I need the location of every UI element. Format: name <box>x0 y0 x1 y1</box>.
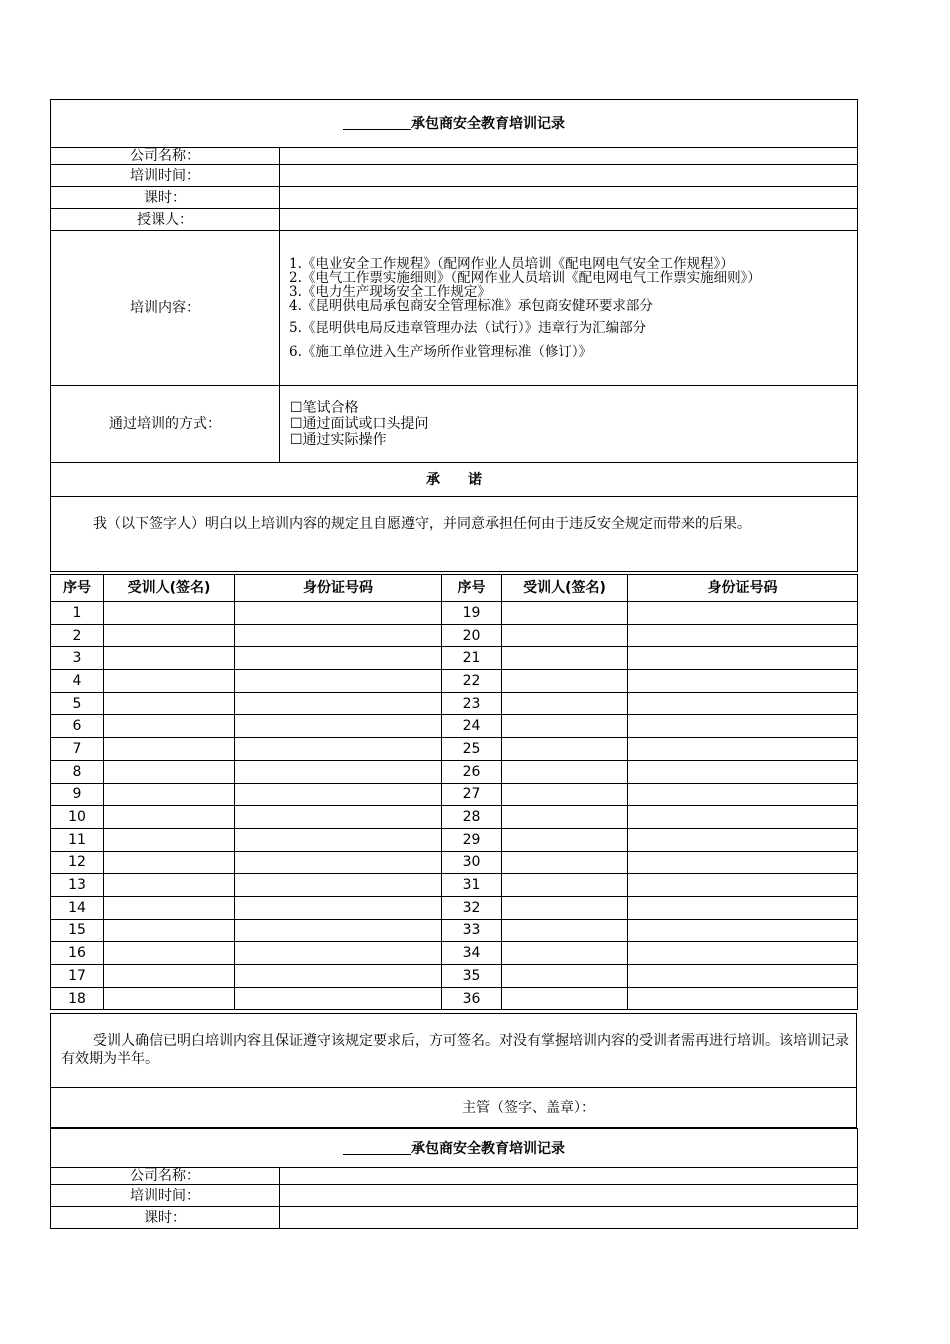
header-id-left: 身份证号码 <box>235 575 442 602</box>
id-number-cell[interactable] <box>628 783 858 806</box>
seq-cell: 6 <box>51 715 104 738</box>
second-company-field[interactable] <box>280 1168 858 1185</box>
id-number-cell[interactable] <box>235 738 442 761</box>
signature-rows <box>51 602 858 1010</box>
trainee-signature-cell[interactable] <box>104 647 235 670</box>
hours-field[interactable] <box>280 187 858 209</box>
trainee-signature-cell[interactable] <box>502 647 628 670</box>
table-row <box>51 851 858 874</box>
trainee-signature-cell[interactable] <box>104 670 235 693</box>
seq-cell: 12 <box>51 851 104 874</box>
training-time-field[interactable] <box>280 165 858 187</box>
seq-cell: 24 <box>442 715 502 738</box>
trainee-signature-cell[interactable] <box>502 965 628 988</box>
seq-cell: 33 <box>442 919 502 942</box>
seq-cell: 30 <box>442 851 502 874</box>
table-row <box>51 874 858 897</box>
promise-text: 我（以下签字人）明白以上培训内容的规定且自愿遵守，并同意承担任何由于违反安全规定而带来的后果。 <box>51 497 858 572</box>
trainee-signature-cell[interactable] <box>502 670 628 693</box>
table-row <box>51 670 858 693</box>
trainee-signature-cell[interactable] <box>104 896 235 919</box>
trainee-signature-cell[interactable] <box>104 851 235 874</box>
table-row <box>51 624 858 647</box>
id-number-cell[interactable] <box>235 987 442 1010</box>
table-row <box>51 760 858 783</box>
table-row <box>51 783 858 806</box>
id-number-cell[interactable] <box>235 919 442 942</box>
id-number-cell[interactable] <box>628 647 858 670</box>
seq-cell: 13 <box>51 874 104 897</box>
seq-cell: 35 <box>442 965 502 988</box>
trainee-signature-cell[interactable] <box>502 806 628 829</box>
supervisor-signature[interactable]: 主管（签字、盖章）： <box>51 1088 857 1128</box>
trainee-signature-cell[interactable] <box>502 624 628 647</box>
signature-section <box>50 574 857 1010</box>
id-number-cell[interactable] <box>235 624 442 647</box>
confirmation-text: 受训人确信已明白培训内容且保证遵守该规定要求后，方可签名。对没有掌握培训内容的受训者需再进行培训。该培训记录有效期为半年。 <box>51 1014 857 1088</box>
seq-cell: 22 <box>442 670 502 693</box>
lecturer-label: 授课人： <box>51 209 280 231</box>
content-item: 4.《昆明供电局承包商安全管理标准》承包商安健环要求部分 <box>289 298 653 314</box>
method-practical-checkbox[interactable]: ☐通过实际操作 <box>290 432 387 448</box>
id-number-cell[interactable] <box>628 806 858 829</box>
title-underline <box>343 115 411 130</box>
table-row <box>51 715 858 738</box>
seq-cell: 18 <box>51 987 104 1010</box>
id-number-cell[interactable] <box>628 692 858 715</box>
seq-cell: 23 <box>442 692 502 715</box>
trainee-signature-cell[interactable] <box>104 602 235 625</box>
trainee-signature-cell[interactable] <box>104 760 235 783</box>
trainee-signature-cell[interactable] <box>502 828 628 851</box>
second-time-field[interactable] <box>280 1185 858 1207</box>
header-trainee-left: 受训人(签名) <box>104 575 235 602</box>
signature-table <box>50 574 858 1010</box>
company-label: 公司名称： <box>51 148 280 165</box>
seq-cell: 10 <box>51 806 104 829</box>
id-number-cell[interactable] <box>628 715 858 738</box>
trainee-signature-cell[interactable] <box>104 738 235 761</box>
trainee-signature-cell[interactable] <box>502 602 628 625</box>
seq-cell: 26 <box>442 760 502 783</box>
seq-cell: 32 <box>442 896 502 919</box>
trainee-signature-cell[interactable] <box>104 942 235 965</box>
id-number-cell[interactable] <box>628 965 858 988</box>
seq-cell: 9 <box>51 783 104 806</box>
seq-cell: 15 <box>51 919 104 942</box>
seq-cell: 34 <box>442 942 502 965</box>
trainee-signature-cell[interactable] <box>104 874 235 897</box>
content-item: 5.《昆明供电局反违章管理办法（试行）》违章行为汇编部分 <box>289 320 647 336</box>
seq-cell: 7 <box>51 738 104 761</box>
seq-cell: 21 <box>442 647 502 670</box>
trainee-signature-cell[interactable] <box>104 783 235 806</box>
seq-cell: 1 <box>51 602 104 625</box>
seq-cell: 14 <box>51 896 104 919</box>
methods-options <box>280 386 858 463</box>
seq-cell: 16 <box>51 942 104 965</box>
company-field[interactable] <box>280 148 858 165</box>
second-time-label: 培训时间： <box>51 1185 280 1207</box>
seq-cell: 2 <box>51 624 104 647</box>
trainee-signature-cell[interactable] <box>104 624 235 647</box>
seq-cell: 4 <box>51 670 104 693</box>
content-item: 2.《电气工作票实施细则》（配网作业人员培训《配电网电气工作票实施细则》） <box>289 270 761 286</box>
seq-cell: 31 <box>442 874 502 897</box>
footer-section <box>50 1013 857 1229</box>
table-row <box>51 828 858 851</box>
id-number-cell[interactable] <box>235 874 442 897</box>
id-number-cell[interactable] <box>235 942 442 965</box>
trainee-signature-cell[interactable] <box>502 760 628 783</box>
header-id-right: 身份证号码 <box>628 575 858 602</box>
second-form-title: 承包商安全教育培训记录 <box>411 1140 565 1157</box>
content-label: 培训内容： <box>51 231 280 386</box>
id-number-cell[interactable] <box>628 919 858 942</box>
id-number-cell[interactable] <box>235 828 442 851</box>
id-number-cell[interactable] <box>235 965 442 988</box>
seq-cell: 20 <box>442 624 502 647</box>
trainee-signature-cell[interactable] <box>502 738 628 761</box>
trainee-signature-cell[interactable] <box>502 874 628 897</box>
id-number-cell[interactable] <box>235 715 442 738</box>
seq-cell: 28 <box>442 806 502 829</box>
form-title-cell <box>51 100 858 148</box>
footer-table <box>50 1013 857 1128</box>
seq-cell: 29 <box>442 828 502 851</box>
id-number-cell[interactable] <box>235 602 442 625</box>
header-seq-right: 序号 <box>442 575 502 602</box>
trainee-signature-cell[interactable] <box>104 692 235 715</box>
id-number-cell[interactable] <box>628 851 858 874</box>
table-row <box>51 647 858 670</box>
seq-cell: 25 <box>442 738 502 761</box>
trainee-signature-cell[interactable] <box>502 987 628 1010</box>
id-number-cell[interactable] <box>628 760 858 783</box>
content-list <box>280 231 858 386</box>
id-number-cell[interactable] <box>628 602 858 625</box>
second-hours-field[interactable] <box>280 1207 858 1229</box>
id-number-cell[interactable] <box>628 874 858 897</box>
seq-cell: 36 <box>442 987 502 1010</box>
title-underline <box>343 1140 411 1155</box>
id-number-cell[interactable] <box>235 760 442 783</box>
lecturer-field[interactable] <box>280 209 858 231</box>
id-number-cell[interactable] <box>235 692 442 715</box>
seq-cell: 27 <box>442 783 502 806</box>
id-number-cell[interactable] <box>628 624 858 647</box>
hours-label: 课时： <box>51 187 280 209</box>
methods-label: 通过培训的方式： <box>51 386 280 463</box>
trainee-signature-cell[interactable] <box>104 987 235 1010</box>
form-title: 承包商安全教育培训记录 <box>411 116 566 132</box>
seq-cell: 8 <box>51 760 104 783</box>
id-number-cell[interactable] <box>235 806 442 829</box>
second-form-title-cell <box>51 1129 858 1168</box>
trainee-signature-cell[interactable] <box>502 919 628 942</box>
method-written-checkbox[interactable]: ☐笔试合格 <box>290 400 359 416</box>
content-item: 6.《施工单位进入生产场所作业管理标准（修订）》 <box>289 344 593 360</box>
id-number-cell[interactable] <box>628 896 858 919</box>
method-interview-checkbox[interactable]: ☐通过面试或口头提问 <box>290 416 429 432</box>
content-item: 3.《电力生产现场安全工作规定》 <box>289 284 491 300</box>
id-number-cell[interactable] <box>235 647 442 670</box>
table-row <box>51 896 858 919</box>
trainee-signature-cell[interactable] <box>104 806 235 829</box>
table-row <box>51 602 858 625</box>
promise-title: 承 诺 <box>51 463 858 497</box>
id-number-cell[interactable] <box>628 942 858 965</box>
second-hours-label: 课时： <box>51 1207 280 1229</box>
table-row <box>51 987 858 1010</box>
trainee-signature-cell[interactable] <box>502 783 628 806</box>
trainee-signature-cell[interactable] <box>502 692 628 715</box>
id-number-cell[interactable] <box>235 783 442 806</box>
seq-cell: 19 <box>442 602 502 625</box>
seq-cell: 5 <box>51 692 104 715</box>
id-number-cell[interactable] <box>628 670 858 693</box>
trainee-signature-cell[interactable] <box>104 828 235 851</box>
header-trainee-right: 受训人(签名) <box>502 575 628 602</box>
content-item: 1.《电业安全工作规程》（配网作业人员培训《配电网电气安全工作规程》） <box>289 256 734 272</box>
id-number-cell[interactable] <box>628 828 858 851</box>
table-row <box>51 692 858 715</box>
training-record-sheet <box>50 99 857 572</box>
table-row <box>51 942 858 965</box>
trainee-signature-cell[interactable] <box>502 715 628 738</box>
id-number-cell[interactable] <box>628 987 858 1010</box>
table-row <box>51 965 858 988</box>
trainee-signature-cell[interactable] <box>502 896 628 919</box>
training-record-form <box>50 99 858 572</box>
trainee-signature-cell[interactable] <box>104 965 235 988</box>
id-number-cell[interactable] <box>235 670 442 693</box>
trainee-signature-cell[interactable] <box>502 942 628 965</box>
trainee-signature-cell[interactable] <box>104 919 235 942</box>
second-company-label: 公司名称： <box>51 1168 280 1185</box>
second-form <box>50 1128 858 1229</box>
header-seq-left: 序号 <box>51 575 104 602</box>
seq-cell: 3 <box>51 647 104 670</box>
trainee-signature-cell[interactable] <box>502 851 628 874</box>
table-row <box>51 738 858 761</box>
seq-cell: 11 <box>51 828 104 851</box>
id-number-cell[interactable] <box>235 851 442 874</box>
id-number-cell[interactable] <box>628 738 858 761</box>
trainee-signature-cell[interactable] <box>104 715 235 738</box>
table-row <box>51 806 858 829</box>
id-number-cell[interactable] <box>235 896 442 919</box>
table-row <box>51 919 858 942</box>
seq-cell: 17 <box>51 965 104 988</box>
training-time-label: 培训时间： <box>51 165 280 187</box>
